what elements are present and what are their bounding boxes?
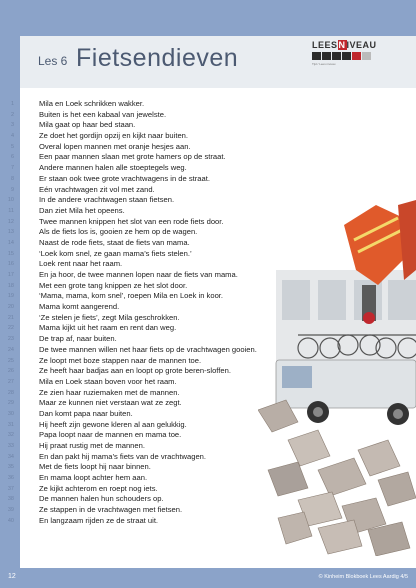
line-text: Mila en Loek staan boven voor het raam. bbox=[39, 376, 177, 386]
line-number: 21 bbox=[7, 314, 14, 321]
lesson-label: Les 6 bbox=[38, 54, 68, 68]
leesniveau-logo bbox=[312, 40, 376, 78]
line-number: 22 bbox=[7, 325, 14, 332]
line-number: 17 bbox=[7, 272, 14, 278]
story-line bbox=[0, 452, 300, 463]
story-line bbox=[0, 345, 300, 356]
line-number: 37 bbox=[7, 485, 14, 492]
story-line bbox=[0, 281, 300, 292]
line-text: Overal lopen mannen met oranje hesjes aan. bbox=[39, 141, 191, 151]
line-text: Mama komt aangerend. bbox=[39, 302, 120, 312]
line-text: Mama kijkt uit het raam en rent dan weg. bbox=[39, 323, 177, 333]
story-line bbox=[0, 356, 300, 367]
line-number: 29 bbox=[7, 400, 14, 407]
story-line bbox=[0, 259, 300, 270]
line-text: Dan ziet Mila het opeens. bbox=[39, 205, 125, 215]
line-number: 20 bbox=[7, 304, 14, 311]
line-number: 13 bbox=[7, 229, 14, 236]
copyright: © Kinheim Blokboek Lees Aardig 4/5 bbox=[318, 574, 408, 580]
story-line bbox=[0, 227, 300, 238]
line-text: Ze kijkt achterom en roept nog iets. bbox=[39, 483, 158, 493]
story-line bbox=[0, 120, 300, 131]
story-line bbox=[0, 430, 300, 441]
line-number: 5 bbox=[10, 143, 14, 150]
story-line bbox=[0, 217, 300, 228]
story-line bbox=[0, 462, 300, 473]
line-number: 39 bbox=[7, 507, 14, 514]
line-text: Twee mannen knippen het slot van een rode fiets door. bbox=[39, 216, 224, 226]
line-text: Loek rent naar het raam. bbox=[39, 259, 123, 269]
line-number: 36 bbox=[7, 475, 14, 482]
street-illustration bbox=[258, 200, 416, 556]
line-text: ‘Ze stelen je fiets’, zegt Mila geschrokken. bbox=[39, 312, 180, 322]
line-text: En dan pakt hij mama’s fiets van de vrachtwagen. bbox=[39, 451, 207, 461]
line-number: 7 bbox=[10, 165, 14, 172]
line-text: Er staan ook twee grote vrachtwagens in de straat. bbox=[39, 173, 210, 183]
line-number: 27 bbox=[7, 378, 14, 385]
line-number: 30 bbox=[7, 410, 14, 417]
story-line bbox=[0, 174, 300, 185]
story-line bbox=[0, 516, 300, 527]
story-line bbox=[0, 206, 300, 217]
line-text: Buiten is het een kabaal van jewelste. bbox=[39, 109, 167, 119]
logo-tagline: Tijd / Lees niveau bbox=[312, 62, 336, 66]
line-text: Ze heeft haar badjas aan en loopt op grote beren-sloffen. bbox=[39, 366, 231, 376]
line-text: Met een grote tang knippen ze het slot door. bbox=[39, 280, 188, 290]
story-line bbox=[0, 323, 300, 334]
line-number: 6 bbox=[10, 154, 14, 161]
line-number: 31 bbox=[7, 421, 14, 428]
line-number: 2 bbox=[10, 111, 14, 118]
line-number: 26 bbox=[7, 368, 14, 375]
line-number: 25 bbox=[7, 357, 14, 364]
story-line bbox=[0, 142, 300, 153]
story-line bbox=[0, 494, 300, 505]
story-line bbox=[0, 441, 300, 452]
logo-level-bars bbox=[312, 52, 376, 60]
line-number: 28 bbox=[7, 389, 14, 396]
line-text: Als de fiets los is, gooien ze hem op de wagen. bbox=[39, 227, 198, 237]
line-number: 14 bbox=[7, 239, 14, 246]
story-line bbox=[0, 505, 300, 516]
line-text: De trap af, naar buiten. bbox=[39, 334, 117, 344]
story-line bbox=[0, 195, 300, 206]
story-line bbox=[0, 185, 300, 196]
story-line bbox=[0, 270, 300, 281]
story-line bbox=[0, 152, 300, 163]
line-number: 34 bbox=[7, 453, 14, 460]
story-line bbox=[0, 99, 300, 110]
line-text: De mannen halen hun schouders op. bbox=[39, 494, 164, 504]
line-number: 11 bbox=[8, 207, 14, 214]
page-number: 12 bbox=[8, 573, 16, 580]
line-text: Mila gaat op haar bed staan. bbox=[39, 120, 136, 130]
footer-bar bbox=[0, 568, 416, 588]
line-text: Dan komt papa naar buiten. bbox=[39, 408, 133, 418]
story-line bbox=[0, 302, 300, 313]
story-text bbox=[0, 99, 300, 527]
line-text: Eén vrachtwagen zit vol met zand. bbox=[39, 184, 155, 194]
line-number: 16 bbox=[7, 261, 14, 268]
line-text: Ze zien haar ruziemaken met de mannen. bbox=[39, 387, 180, 397]
line-number: 24 bbox=[7, 346, 14, 353]
story-line bbox=[0, 484, 300, 495]
line-text: De twee mannen willen net haar fiets op de vrachtwagen gooien. bbox=[39, 344, 257, 354]
story-line bbox=[0, 420, 300, 431]
line-text: Andere mannen halen alle stoeptegels weg. bbox=[39, 163, 187, 173]
line-text: En mama loopt achter hem aan. bbox=[39, 473, 148, 483]
line-text: Een paar mannen slaan met grote hamers op de straat. bbox=[39, 152, 226, 162]
line-text: Hij heeft zijn gewone kleren al aan gelukkig. bbox=[39, 419, 187, 429]
line-number: 9 bbox=[10, 186, 14, 193]
story-line bbox=[0, 473, 300, 484]
line-number: 40 bbox=[7, 517, 14, 524]
story-line bbox=[0, 388, 300, 399]
story-line bbox=[0, 366, 300, 377]
line-text: ‘Loek kom snel, ze gaan mama’s fiets stelen.’ bbox=[39, 248, 192, 258]
line-text: En ja hoor, de twee mannen lopen naar de fiets van mama. bbox=[39, 270, 238, 279]
line-text: Met de fiets loopt hij naar binnen. bbox=[39, 462, 151, 472]
story-line bbox=[0, 398, 300, 409]
line-text: Maar ze kunnen niet verstaan wat ze zegt. bbox=[39, 398, 182, 408]
line-text: Ze stappen in de vrachtwagen met fietsen. bbox=[39, 505, 183, 515]
line-number: 32 bbox=[7, 432, 14, 439]
truck bbox=[276, 360, 416, 425]
line-text: Ze doet het gordijn opzij en kijkt naar buiten. bbox=[39, 131, 189, 141]
story-line bbox=[0, 334, 300, 345]
line-number: 15 bbox=[7, 250, 14, 257]
line-text: In de andere vrachtwagen staan fietsen. bbox=[39, 195, 175, 205]
line-number: 1 bbox=[10, 101, 14, 107]
line-number: 10 bbox=[7, 197, 14, 204]
story-line bbox=[0, 249, 300, 260]
line-number: 8 bbox=[10, 175, 14, 182]
story-line bbox=[0, 377, 300, 388]
story-line bbox=[0, 131, 300, 142]
line-text: Naast de rode fiets, staat de fiets van mama. bbox=[39, 237, 190, 247]
line-text: Ze loopt met boze stappen naar de mannen toe. bbox=[39, 355, 202, 365]
story-line bbox=[0, 291, 300, 302]
line-number: 18 bbox=[7, 282, 14, 289]
line-number: 23 bbox=[7, 336, 14, 343]
line-number: 4 bbox=[10, 133, 14, 140]
line-number: 19 bbox=[7, 293, 14, 300]
story-line bbox=[0, 409, 300, 420]
story-line bbox=[0, 163, 300, 174]
line-text: ‘Mama, mama, kom snel’, roepen Mila en Loek in koor. bbox=[39, 291, 224, 301]
story-line bbox=[0, 313, 300, 324]
line-number: 35 bbox=[7, 464, 14, 471]
line-number: 38 bbox=[7, 496, 14, 503]
page-title: Fietsendieven bbox=[76, 44, 239, 72]
story-line bbox=[0, 110, 300, 121]
logo-word: LEESNIVEAU bbox=[312, 40, 377, 50]
line-number: 12 bbox=[7, 218, 14, 225]
line-number: 33 bbox=[7, 443, 14, 449]
top-bar bbox=[0, 0, 416, 36]
line-text: Papa loopt naar de mannen en mama toe. bbox=[39, 430, 182, 440]
line-text: Hij praat rustig met de mannen. bbox=[39, 441, 145, 450]
line-text: Mila en Loek schrikken wakker. bbox=[39, 99, 145, 108]
story-line bbox=[0, 238, 300, 249]
line-text: En langzaam rijden ze de straat uit. bbox=[39, 515, 159, 525]
line-number: 3 bbox=[10, 122, 14, 129]
